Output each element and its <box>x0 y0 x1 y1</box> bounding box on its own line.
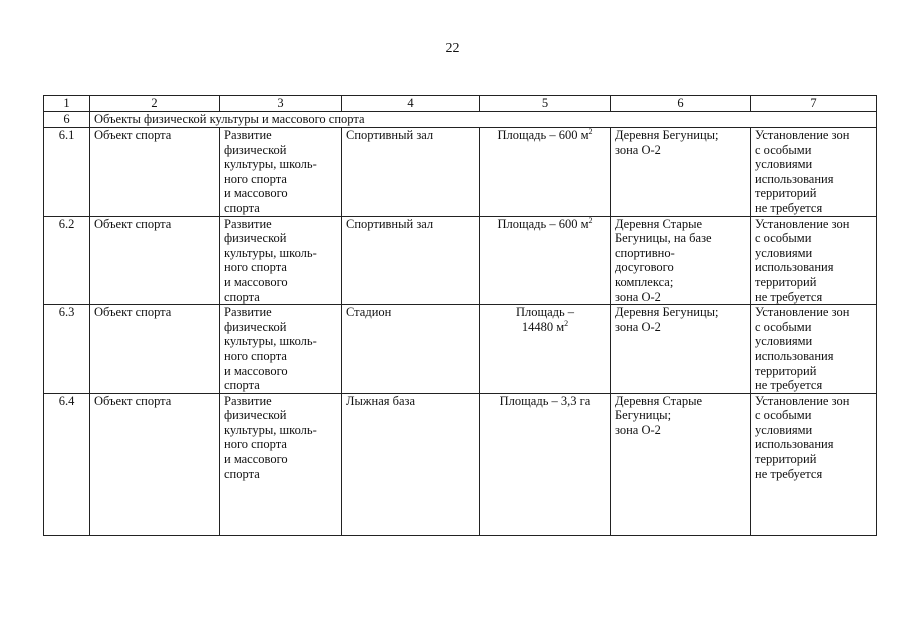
cell-line: Развитие <box>224 305 272 320</box>
area-text: 14480 м <box>521 319 565 334</box>
column-number: 4 <box>342 96 480 112</box>
section-row <box>44 112 877 128</box>
cell-line: территорий <box>755 186 817 201</box>
cell-line: культуры, школь- <box>224 245 317 260</box>
cell-line: с особыми <box>755 408 812 423</box>
area-text: Площадь – 600 м <box>497 216 589 231</box>
cell-line: территорий <box>755 452 817 467</box>
table-row <box>44 393 877 535</box>
object-name: Стадион <box>342 305 480 394</box>
cell-line: зона О-2 <box>615 142 661 157</box>
cell-line: ного спорта <box>224 437 287 452</box>
cell-line: использования <box>755 171 834 186</box>
cell-line: культуры, школь- <box>224 334 317 349</box>
column-number: 1 <box>44 96 90 112</box>
cell-line: Установление зон <box>755 216 850 231</box>
cell-line: Установление зон <box>755 393 850 408</box>
cell-line: Деревня Бегуницы; <box>615 128 719 142</box>
cell-line: зона О-2 <box>615 319 661 334</box>
cell-line: комплекса; <box>615 274 674 289</box>
cell-line: с особыми <box>755 231 812 246</box>
area-text: Площадь – 3,3 га <box>499 393 591 408</box>
cell-line: не требуется <box>755 378 823 393</box>
cell-line: ного спорта <box>224 171 287 186</box>
cell-line: условиями <box>755 245 813 260</box>
object-name: Спортивный зал <box>342 216 480 305</box>
page-number: 22 <box>445 41 460 56</box>
object-area <box>480 216 611 305</box>
cell-line: и массового <box>224 274 288 289</box>
cell-line: спортивно- <box>615 245 675 260</box>
object-location <box>611 393 751 535</box>
object-purpose <box>220 305 342 394</box>
cell-line: и массового <box>224 452 288 467</box>
cell-line: спорта <box>224 378 260 393</box>
column-number-row <box>44 96 877 112</box>
cell-line: условиями <box>755 334 813 349</box>
cell-line: ного спорта <box>224 348 287 363</box>
cell-line: физической <box>224 142 287 157</box>
cell-line: и массового <box>224 363 288 378</box>
area-line <box>484 305 606 320</box>
cell-line: Развитие <box>224 393 272 408</box>
cell-line: не требуется <box>755 289 823 304</box>
cell-line: Установление зон <box>755 305 850 320</box>
cell-line: культуры, школь- <box>224 157 317 172</box>
column-number: 6 <box>611 96 751 112</box>
object-type: Объект спорта <box>90 128 220 217</box>
table-row <box>44 216 877 305</box>
cell-line: территорий <box>755 363 817 378</box>
object-location <box>611 216 751 305</box>
object-type: Объект спорта <box>90 216 220 305</box>
object-area <box>480 393 611 535</box>
cell-line: спорта <box>224 466 260 481</box>
cell-line: с особыми <box>755 319 812 334</box>
area-line <box>484 128 606 143</box>
cell-line: условиями <box>755 157 813 172</box>
object-purpose <box>220 393 342 535</box>
column-number: 2 <box>90 96 220 112</box>
area-unit-exponent: 2 <box>588 216 593 225</box>
cell-line: спорта <box>224 200 260 215</box>
area-line <box>484 320 606 335</box>
object-type: Объект спорта <box>90 393 220 535</box>
cell-line: использования <box>755 437 834 452</box>
object-purpose <box>220 128 342 217</box>
area-unit-exponent: 2 <box>564 318 569 328</box>
area-text: Площадь – 600 м <box>497 128 589 142</box>
zone-requirement <box>751 128 877 217</box>
cell-line: физической <box>224 231 287 246</box>
row-number: 6.1 <box>44 128 90 217</box>
object-location <box>611 305 751 394</box>
object-type: Объект спорта <box>90 305 220 394</box>
cell-line: Деревня Старые <box>615 393 703 408</box>
area-text: Площадь – <box>515 305 575 320</box>
table-row <box>44 128 877 217</box>
table-row <box>44 305 877 394</box>
cell-line: использования <box>755 348 834 363</box>
row-number: 6.4 <box>44 393 90 535</box>
object-name: Лыжная база <box>342 393 480 535</box>
column-number: 3 <box>220 96 342 112</box>
cell-line: Установление зон <box>755 128 850 142</box>
cell-line: территорий <box>755 274 817 289</box>
row-number: 6.3 <box>44 305 90 394</box>
zone-requirement <box>751 305 877 394</box>
cell-line: ного спорта <box>224 260 287 275</box>
cell-line: Развитие <box>224 128 272 142</box>
section-title: Объекты физической культуры и массового спорта <box>90 112 877 128</box>
cell-line: спорта <box>224 289 260 304</box>
cell-line: зона О-2 <box>615 422 661 437</box>
cell-line: культуры, школь- <box>224 422 317 437</box>
cell-line: условиями <box>755 422 813 437</box>
cell-line: зона О-2 <box>615 289 661 304</box>
area-line <box>484 394 606 409</box>
cell-line: физической <box>224 319 287 334</box>
cell-line: не требуется <box>755 200 823 215</box>
object-area <box>480 305 611 394</box>
zone-requirement <box>751 393 877 535</box>
object-area <box>480 128 611 217</box>
cell-line: Развитие <box>224 216 272 231</box>
cell-line: Деревня Бегуницы; <box>615 305 719 320</box>
column-number: 5 <box>480 96 611 112</box>
section-number: 6 <box>44 112 90 128</box>
cell-line: досугового <box>615 260 674 275</box>
area-line <box>484 217 606 232</box>
cell-line: с особыми <box>755 142 812 157</box>
object-purpose <box>220 216 342 305</box>
zone-requirement <box>751 216 877 305</box>
cell-line: и массового <box>224 186 288 201</box>
objects-table <box>43 95 877 536</box>
table-rows <box>44 128 877 536</box>
area-unit-exponent: 2 <box>588 127 593 136</box>
object-name: Спортивный зал <box>342 128 480 217</box>
cell-line: не требуется <box>755 466 823 481</box>
cell-line: Бегуницы, на базе <box>615 231 712 246</box>
cell-line: Деревня Старые <box>615 216 703 231</box>
column-number: 7 <box>751 96 877 112</box>
row-number: 6.2 <box>44 216 90 305</box>
cell-line: физической <box>224 408 287 423</box>
cell-line: использования <box>755 260 834 275</box>
object-location <box>611 128 751 217</box>
cell-line: Бегуницы; <box>615 408 672 423</box>
